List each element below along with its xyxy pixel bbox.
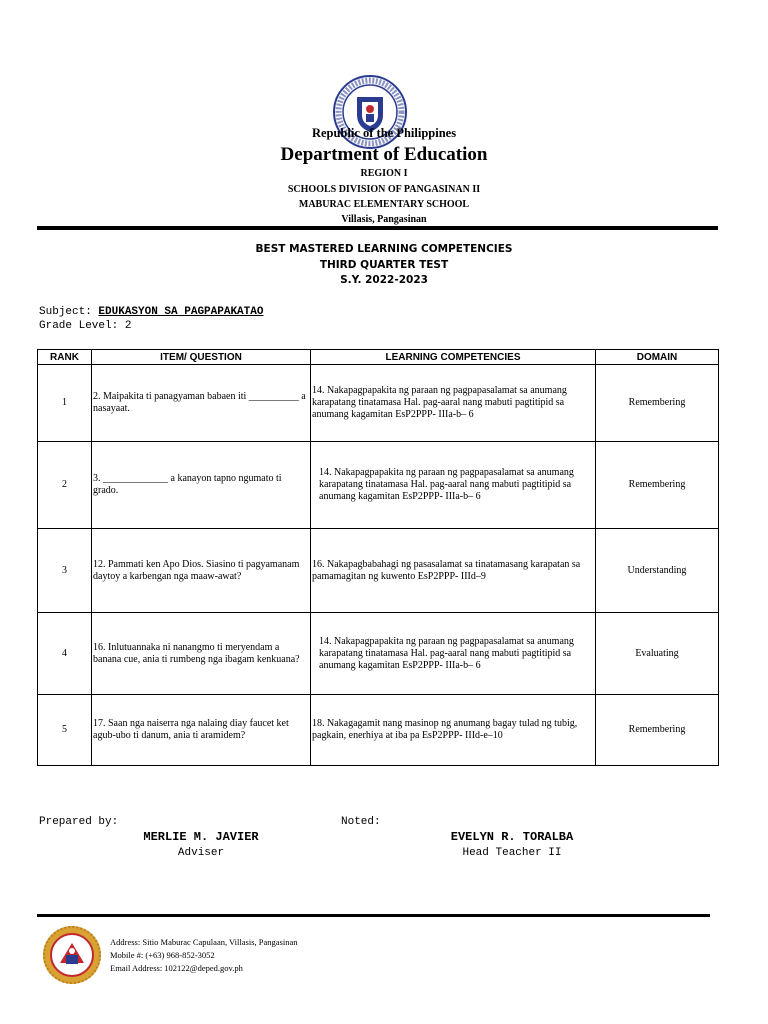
header-rank: RANK — [38, 350, 92, 365]
table-row — [38, 613, 719, 695]
header-item: ITEM/ QUESTION — [92, 350, 311, 365]
school-year-title: S.Y. 2022-2023 — [340, 274, 428, 286]
competency-cell: 14. Nakapagpapakita ng paraan ng pagpapasalamat sa anumang karapatang tinatamasa Hal. pag-aaral nang mabuti pagtitipid sa anumang kagamitan EsP2PPP- IIIa-b– 6 — [311, 613, 596, 695]
prepared-by-label: Prepared by: — [39, 816, 119, 828]
school-heading: MABURAC ELEMENTARY SCHOOL — [298, 199, 470, 210]
competency-cell: 14. Nakapagpapakita ng paraan ng pagpapasalamat sa anumang karapatang tinatamasa Hal. pag-aaral nang mabuti pagtitipid sa anumang kagamitan EsP2PPP- IIIa-b– 6 — [311, 365, 596, 442]
footer-divider — [37, 914, 710, 917]
header-domain: DOMAIN — [596, 350, 719, 365]
rank-cell: 5 — [38, 695, 92, 766]
footer-email: Email Address: 102122@deped.gov.ph — [110, 963, 243, 973]
preparer-name: MERLIE M. JAVIER — [143, 830, 259, 844]
domain-cell: Understanding — [596, 529, 719, 613]
table-row — [38, 442, 719, 529]
item-cell: 16. Inlutuannaka ni nanangmo ti meryendam a banana cue, ania ti rumbeng nga ibagam kenkuana? — [92, 613, 311, 695]
item-cell: 3. _____________ a kanayon tapno ngumato ti grado. — [92, 442, 311, 529]
grade-level: Grade Level: 2 — [39, 320, 132, 332]
rank-cell: 2 — [38, 442, 92, 529]
department-heading: Department of Education — [280, 144, 488, 165]
noted-label: Noted: — [341, 816, 381, 828]
domain-cell: Evaluating — [596, 613, 719, 695]
school-logo-icon — [42, 925, 102, 985]
noter-role: Head Teacher II — [462, 847, 562, 859]
domain-cell: Remembering — [596, 442, 719, 529]
preparer-role: Adviser — [177, 847, 225, 859]
footer-address: Address: Sitio Maburac Capulaan, Villasis, Pangasinan — [110, 937, 298, 947]
table-row — [38, 365, 719, 442]
item-cell: 12. Pammati ken Apo Dios. Siasino ti pagyamanam daytoy a karbengan nga maaw-awat? — [92, 529, 311, 613]
item-cell: 2. Maipakita ti panagyaman babaen iti __________ a nasayaat. — [92, 365, 311, 442]
subject-label: Subject: — [39, 306, 92, 318]
domain-cell: Remembering — [596, 365, 719, 442]
rank-cell: 1 — [38, 365, 92, 442]
competency-cell: 18. Nakagagamit nang masinop ng anumang bagay tulad ng tubig, pagkain, enerhiya at iba pa EsP2PPP- IIId-e–10 — [311, 695, 596, 766]
subject-value: EDUKASYON SA PAGPAPAKATAO — [98, 306, 264, 318]
table-row — [38, 529, 719, 613]
republic-heading: Republic of the Philippines — [311, 126, 457, 140]
table-row — [38, 695, 719, 766]
competency-cell: 14. Nakapagpapakita ng paraan ng pagpapasalamat sa anumang karapatang tinatamasa Hal. pag-aaral nang mabuti pagtitipid sa anumang kagamitan EsP2PPP- IIIa-b– 6 — [311, 442, 596, 529]
quarter-title: THIRD QUARTER TEST — [319, 259, 449, 271]
table-header-row — [38, 350, 719, 365]
rank-cell: 4 — [38, 613, 92, 695]
town-heading: Villasis, Pangasinan — [341, 214, 427, 225]
domain-cell: Remembering — [596, 695, 719, 766]
division-heading: SCHOOLS DIVISION OF PANGASINAN II — [287, 184, 481, 195]
header-competencies: LEARNING COMPETENCIES — [311, 350, 596, 365]
item-cell: 17. Saan nga naiserra nga nalaing diay faucet ket agub-ubo ti danum, ania ti aramidem? — [92, 695, 311, 766]
subject-line — [39, 306, 263, 318]
header-divider — [37, 226, 718, 230]
competency-cell: 16. Nakapagbabahagi ng pasasalamat sa tinatamasang karapatan sa pamamagitan ng kuwento EsP2PPP- IIId–9 — [311, 529, 596, 613]
footer-mobile: Mobile #: (+63) 968-852-3052 — [110, 950, 215, 960]
competencies-table — [37, 349, 719, 766]
rank-cell: 3 — [38, 529, 92, 613]
document-title: BEST MASTERED LEARNING COMPETENCIES — [255, 243, 513, 255]
noter-name: EVELYN R. TORALBA — [450, 830, 574, 844]
region-heading: REGION I — [360, 168, 408, 179]
